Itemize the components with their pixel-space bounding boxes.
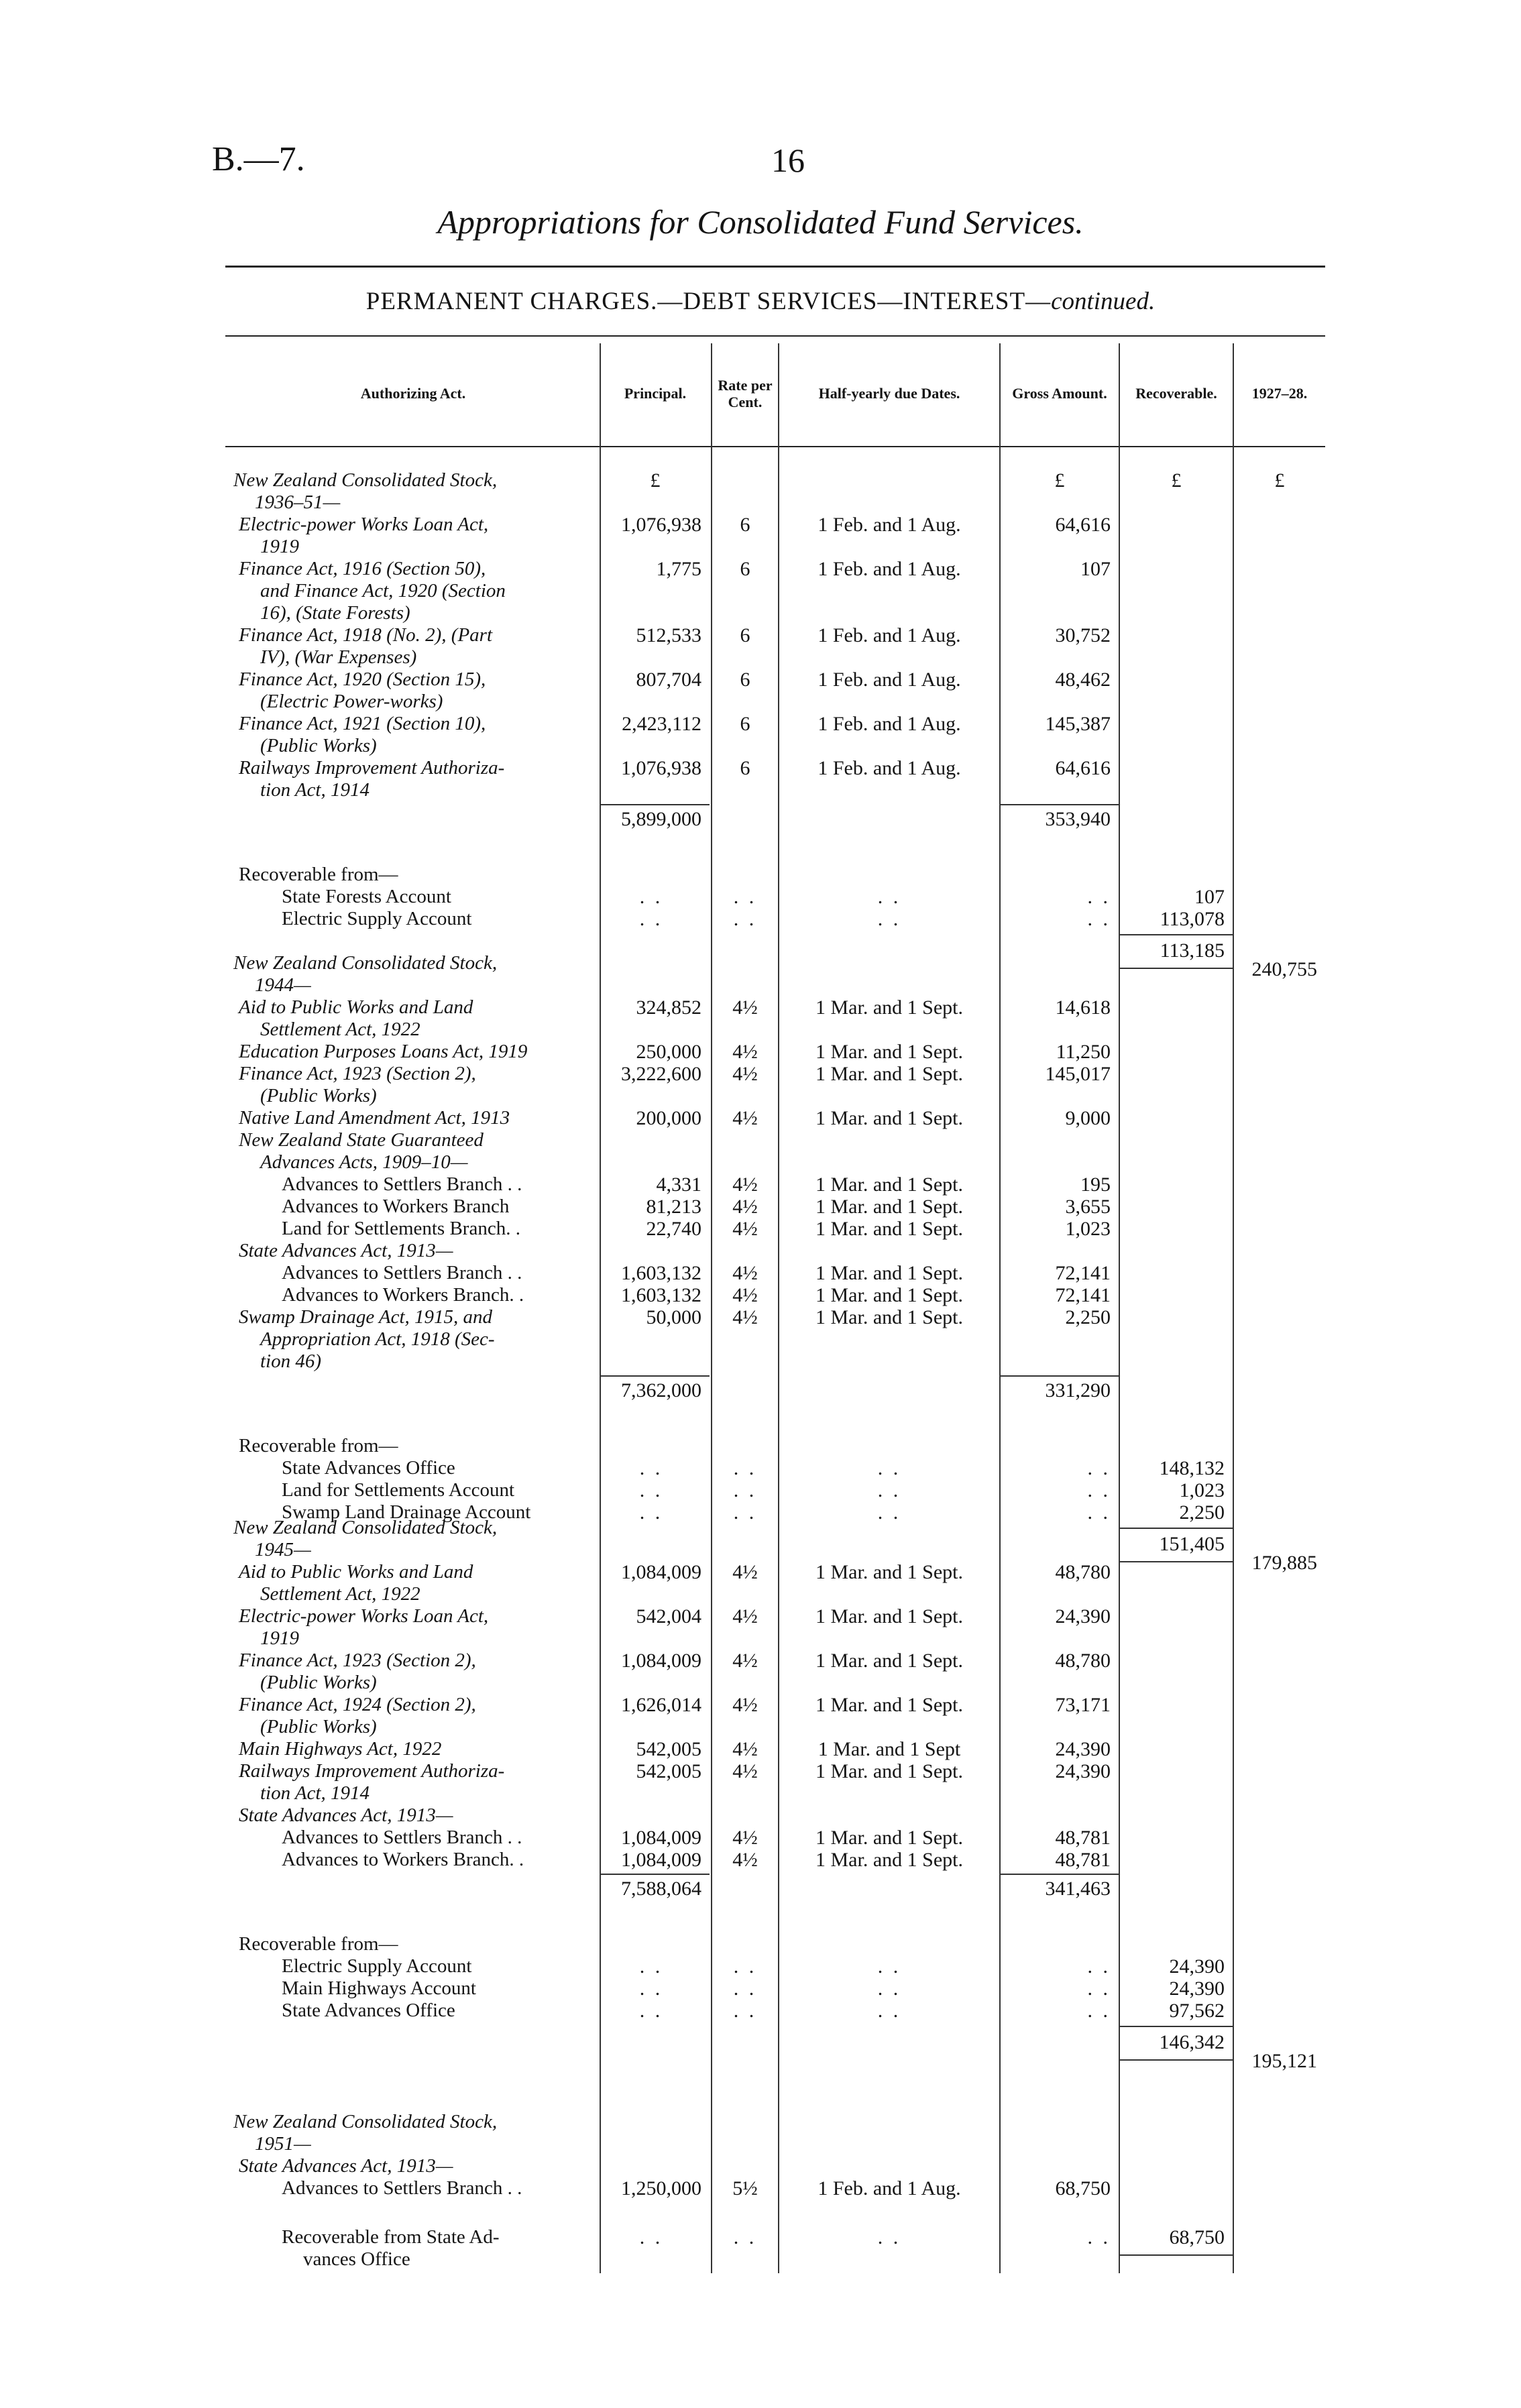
recoverable-total: 146,342 — [1159, 2031, 1225, 2053]
recoverable-total: 151,405 — [1159, 1533, 1225, 1555]
recoverable-amount: 68,750 — [1169, 2226, 1225, 2248]
gross-total: 331,290 — [1045, 1379, 1111, 1401]
rate-dots: . . — [733, 886, 757, 908]
due-dates-value: 1 Feb. and 1 Aug. — [818, 558, 961, 580]
section-heading: New Zealand Consolidated Stock, — [233, 1517, 498, 1538]
total-rule-principal — [601, 804, 710, 805]
rate-value: 6 — [740, 514, 750, 536]
gross-value: 145,017 — [1045, 1063, 1111, 1085]
due-dates-value: 1 Feb. and 1 Aug. — [818, 514, 961, 536]
recoverable-source: Swamp Land Drainage Account — [282, 1501, 531, 1523]
gross-value: 24,390 — [1055, 1760, 1111, 1782]
recoverable-source: vances Office — [303, 2248, 410, 2270]
recoverable-source: Electric Supply Account — [282, 1955, 472, 1977]
recoverable-label: Recoverable from— — [239, 864, 398, 885]
gross-dots: . . — [1087, 2226, 1111, 2248]
rate-value: 4½ — [732, 1173, 758, 1196]
authorizing-act: Main Highways Act, 1922 — [239, 1738, 442, 1760]
authorizing-act: New Zealand State Guaranteed — [239, 1129, 484, 1151]
gross-value: 48,781 — [1055, 1827, 1111, 1849]
principal-value: 1,076,938 — [621, 757, 701, 779]
authorizing-act: Swamp Drainage Act, 1915, and — [239, 1306, 493, 1328]
recoverable-amount: 148,132 — [1159, 1457, 1225, 1479]
net-charge: 195,121 — [1251, 2050, 1317, 2072]
table-header-bottom-rule — [225, 446, 1325, 447]
gross-value: 68,750 — [1055, 2177, 1111, 2199]
recoverable-amount: 24,390 — [1169, 1955, 1225, 1977]
total-rule-gross — [1001, 1874, 1119, 1875]
recoverable-source: Recoverable from State Ad- — [282, 2226, 500, 2248]
principal-value: 4,331 — [656, 1173, 701, 1196]
due-dates-value: 1 Mar. and 1 Sept. — [815, 1827, 963, 1849]
principal-value: 1,084,009 — [621, 1650, 701, 1672]
col-header-rate: Rate per Cent. — [718, 376, 773, 410]
authorizing-act: Advances Acts, 1909–10— — [260, 1151, 468, 1173]
due-dates-value: 1 Mar. and 1 Sept. — [815, 1196, 963, 1218]
due-dates-dots: . . — [877, 908, 901, 930]
principal-value: 1,076,938 — [621, 514, 701, 536]
due-dates-dots: . . — [877, 2000, 901, 2022]
principal-dots: . . — [639, 1977, 663, 2000]
principal-value: 200,000 — [636, 1107, 701, 1129]
due-dates-value: 1 Feb. and 1 Aug. — [818, 624, 961, 646]
principal-dots: . . — [639, 2226, 663, 2248]
authorizing-act: (Public Works) — [260, 1085, 377, 1106]
principal-value: 1,084,009 — [621, 1561, 701, 1583]
authorizing-act: Land for Settlements Branch. . — [282, 1218, 520, 1239]
due-dates-value: 1 Mar. and 1 Sept. — [815, 1041, 963, 1063]
authorizing-act: tion Act, 1914 — [260, 1782, 370, 1804]
col-header-principal: Principal. — [624, 385, 687, 402]
due-dates-value: 1 Mar. and 1 Sept. — [815, 1849, 963, 1871]
gross-value: 2,250 — [1065, 1306, 1111, 1328]
authorizing-act: IV), (War Expenses) — [260, 646, 417, 668]
authorizing-act: Advances to Workers Branch. . — [282, 1284, 524, 1306]
rate-dots: . . — [733, 1955, 757, 1977]
rate-value: 6 — [740, 624, 750, 646]
rate-value: 4½ — [732, 1849, 758, 1871]
currency-gross: £ — [1054, 469, 1065, 492]
recoverable-source: Land for Settlements Account — [282, 1479, 515, 1501]
due-dates-dots: . . — [877, 1501, 901, 1524]
due-dates-value: 1 Mar. and 1 Sept. — [815, 1694, 963, 1716]
principal-value: 1,603,132 — [621, 1262, 701, 1284]
col-header-year: 1927–28. — [1251, 385, 1308, 402]
due-dates-value: 1 Mar. and 1 Sept. — [815, 1605, 963, 1627]
gross-total: 353,940 — [1045, 808, 1111, 830]
principal-dots: . . — [639, 908, 663, 930]
rate-value: 6 — [740, 757, 750, 779]
authorizing-act: State Advances Act, 1913— — [239, 1804, 453, 1826]
section-heading: New Zealand Consolidated Stock, — [233, 469, 498, 491]
authorizing-act: Aid to Public Works and Land — [239, 996, 473, 1018]
due-dates-dots: . . — [877, 1457, 901, 1479]
recoverable-source: State Advances Office — [282, 2000, 455, 2021]
principal-dots: . . — [639, 1479, 663, 1501]
authorizing-act: Finance Act, 1923 (Section 2), — [239, 1063, 476, 1084]
authorizing-act: tion Act, 1914 — [260, 779, 370, 801]
authorizing-act: Finance Act, 1918 (No. 2), (Part — [239, 624, 493, 646]
gross-value: 48,780 — [1055, 1561, 1111, 1583]
gross-dots: . . — [1087, 1501, 1111, 1524]
rate-value: 4½ — [732, 1694, 758, 1716]
rate-value: 4½ — [732, 1262, 758, 1284]
due-dates-value: 1 Mar. and 1 Sept. — [815, 1284, 963, 1306]
gross-value: 3,655 — [1065, 1196, 1111, 1218]
net-charge: 240,755 — [1251, 958, 1317, 980]
total-rule-gross — [1001, 804, 1119, 805]
authorizing-act: State Advances Act, 1913— — [239, 1240, 453, 1261]
recoverable-amount: 1,023 — [1179, 1479, 1225, 1501]
recoverable-total: 113,185 — [1160, 939, 1225, 962]
net-rule — [1120, 1561, 1233, 1562]
rate-dots: . . — [733, 2226, 757, 2248]
authorizing-act: and Finance Act, 1920 (Section — [260, 580, 506, 601]
authorizing-act: Finance Act, 1924 (Section 2), — [239, 1694, 476, 1715]
gross-dots: . . — [1087, 886, 1111, 908]
rate-dots: . . — [733, 1457, 757, 1479]
series-code: B.—7. — [212, 140, 305, 178]
rate-value: 4½ — [732, 1107, 758, 1129]
gross-value: 48,462 — [1055, 669, 1111, 691]
recoverable-amount: 107 — [1194, 886, 1225, 908]
due-dates-value: 1 Mar. and 1 Sept. — [815, 1760, 963, 1782]
principal-value: 250,000 — [636, 1041, 701, 1063]
gross-value: 9,000 — [1065, 1107, 1111, 1129]
due-dates-value: 1 Feb. and 1 Aug. — [818, 2177, 961, 2199]
recoverable-source: Electric Supply Account — [282, 908, 472, 929]
due-dates-value: 1 Mar. and 1 Sept. — [815, 1306, 963, 1328]
principal-value: 542,005 — [636, 1738, 701, 1760]
principal-value: 22,740 — [646, 1218, 701, 1240]
rate-value: 4½ — [732, 1041, 758, 1063]
due-dates-dots: . . — [877, 1955, 901, 1977]
rate-dots: . . — [733, 1501, 757, 1524]
authorizing-act: Finance Act, 1920 (Section 15), — [239, 669, 486, 690]
principal-value: 324,852 — [636, 996, 701, 1019]
authorizing-act: Settlement Act, 1922 — [260, 1583, 420, 1605]
authorizing-act: Railways Improvement Authoriza- — [239, 757, 505, 779]
rate-value: 4½ — [732, 996, 758, 1019]
total-rule-principal — [601, 1375, 710, 1377]
rate-value: 4½ — [732, 1650, 758, 1672]
principal-value: 1,775 — [656, 558, 701, 580]
principal-value: 3,222,600 — [621, 1063, 701, 1085]
col-header-gross: Gross Amount. — [1012, 385, 1107, 402]
gross-value: 72,141 — [1055, 1262, 1111, 1284]
due-dates-value: 1 Mar. and 1 Sept. — [815, 996, 963, 1019]
due-dates-dots: . . — [877, 1479, 901, 1501]
gross-value: 72,141 — [1055, 1284, 1111, 1306]
gross-dots: . . — [1087, 1955, 1111, 1977]
principal-dots: . . — [639, 1501, 663, 1524]
col-header-due-dates: Half-yearly due Dates. — [818, 385, 960, 402]
authorizing-act: 1919 — [260, 536, 299, 557]
recoverable-total-rule — [1120, 1528, 1233, 1529]
authorizing-act: 16), (State Forests) — [260, 602, 410, 624]
principal-value: 542,005 — [636, 1760, 701, 1782]
gross-value: 145,387 — [1045, 713, 1111, 735]
due-dates-value: 1 Mar. and 1 Sept — [818, 1738, 961, 1760]
rate-value: 4½ — [732, 1218, 758, 1240]
rate-value: 4½ — [732, 1063, 758, 1085]
recoverable-amount: 113,078 — [1160, 908, 1225, 930]
authorizing-act: Finance Act, 1916 (Section 50), — [239, 558, 486, 579]
authorizing-act: (Public Works) — [260, 735, 377, 756]
recoverable-amount: 2,250 — [1179, 1501, 1225, 1524]
authorizing-act: Advances to Workers Branch — [282, 1196, 510, 1217]
currency-year: £ — [1274, 469, 1285, 492]
principal-total: 7,362,000 — [621, 1379, 701, 1401]
principal-value: 1,250,000 — [621, 2177, 701, 2199]
currency-principal: £ — [650, 469, 661, 492]
rate-value: 4½ — [732, 1738, 758, 1760]
gross-value: 64,616 — [1055, 757, 1111, 779]
recoverable-amount: 24,390 — [1169, 1977, 1225, 2000]
due-dates-value: 1 Mar. and 1 Sept. — [815, 1218, 963, 1240]
authorizing-act: Education Purposes Loans Act, 1919 — [239, 1041, 528, 1062]
section-heading: 1945— — [255, 1539, 311, 1560]
authorizing-act: (Public Works) — [260, 1716, 377, 1737]
rate-value: 4½ — [732, 1561, 758, 1583]
gross-dots: . . — [1087, 908, 1111, 930]
rate-value: 4½ — [732, 1284, 758, 1306]
authorizing-act: Advances to Settlers Branch . . — [282, 1173, 522, 1195]
authorizing-act: State Advances Act, 1913— — [239, 2155, 453, 2177]
section-heading: New Zealand Consolidated Stock, — [233, 2111, 498, 2132]
gross-value: 73,171 — [1055, 1694, 1111, 1716]
rate-value: 4½ — [732, 1760, 758, 1782]
authorizing-act: Railways Improvement Authoriza- — [239, 1760, 505, 1782]
principal-value: 512,533 — [636, 624, 701, 646]
net-rule — [1120, 2059, 1233, 2061]
authorizing-act: Advances to Settlers Branch . . — [282, 2177, 522, 2199]
rate-value: 5½ — [732, 2177, 758, 2199]
recoverable-label: Recoverable from— — [239, 1435, 398, 1456]
col-header-recoverable: Recoverable. — [1135, 385, 1217, 402]
section-heading: 1944— — [255, 974, 311, 996]
due-dates-value: 1 Mar. and 1 Sept. — [815, 1650, 963, 1672]
gross-value: 30,752 — [1055, 624, 1111, 646]
currency-recoverable: £ — [1171, 469, 1182, 492]
authorizing-act: (Public Works) — [260, 1672, 377, 1693]
principal-dots: . . — [639, 886, 663, 908]
principal-value: 2,423,112 — [622, 713, 701, 735]
principal-total: 5,899,000 — [621, 808, 701, 830]
gross-value: 24,390 — [1055, 1605, 1111, 1627]
authorizing-act: Aid to Public Works and Land — [239, 1561, 473, 1583]
authorizing-act: Settlement Act, 1922 — [260, 1019, 420, 1040]
rate-value: 4½ — [732, 1306, 758, 1328]
subtitle-continued: continued. — [1051, 288, 1156, 315]
due-dates-value: 1 Mar. and 1 Sept. — [815, 1107, 963, 1129]
recoverable-total-rule — [1120, 2254, 1233, 2256]
due-dates-dots: . . — [877, 1977, 901, 2000]
authorizing-act: Advances to Settlers Branch . . — [282, 1827, 522, 1848]
principal-value: 50,000 — [646, 1306, 701, 1328]
authorizing-act: Advances to Settlers Branch . . — [282, 1262, 522, 1283]
rate-value: 4½ — [732, 1605, 758, 1627]
authorizing-act: (Electric Power-works) — [260, 691, 443, 712]
rate-dots: . . — [733, 2000, 757, 2022]
principal-value: 1,084,009 — [621, 1849, 701, 1871]
recoverable-label: Recoverable from— — [239, 1933, 398, 1955]
gross-dots: . . — [1087, 1479, 1111, 1501]
authorizing-act: 1919 — [260, 1627, 299, 1649]
due-dates-value: 1 Feb. and 1 Aug. — [818, 713, 961, 735]
section-subtitle — [0, 287, 1521, 316]
gross-value: 48,781 — [1055, 1849, 1111, 1871]
total-rule-principal — [601, 1874, 710, 1875]
gross-value: 14,618 — [1055, 996, 1111, 1019]
gross-total: 341,463 — [1045, 1878, 1111, 1900]
gross-value: 64,616 — [1055, 514, 1111, 536]
rate-dots: . . — [733, 1479, 757, 1501]
recoverable-source: State Forests Account — [282, 886, 451, 907]
page-number: 16 — [771, 141, 805, 179]
due-dates-value: 1 Feb. and 1 Aug. — [818, 757, 961, 779]
principal-value: 1,626,014 — [621, 1694, 701, 1716]
rate-dots: . . — [733, 908, 757, 930]
authorizing-act: Native Land Amendment Act, 1913 — [239, 1107, 510, 1129]
authorizing-act: Electric-power Works Loan Act, — [239, 514, 489, 535]
authorizing-act: Electric-power Works Loan Act, — [239, 1605, 489, 1627]
due-dates-value: 1 Feb. and 1 Aug. — [818, 669, 961, 691]
due-dates-value: 1 Mar. and 1 Sept. — [815, 1561, 963, 1583]
gross-value: 107 — [1080, 558, 1111, 580]
page-title: Appropriations for Consolidated Fund Services. — [437, 203, 1084, 241]
rate-value: 6 — [740, 713, 750, 735]
subtitle-main: PERMANENT CHARGES.—DEBT SERVICES—INTEREST— — [365, 288, 1052, 315]
gross-dots: . . — [1087, 2000, 1111, 2022]
principal-dots: . . — [639, 2000, 663, 2022]
recoverable-total-rule — [1120, 2026, 1233, 2027]
due-dates-dots: . . — [877, 886, 901, 908]
authorizing-act: Appropriation Act, 1918 (Sec- — [260, 1328, 495, 1350]
authorizing-act: Finance Act, 1923 (Section 2), — [239, 1650, 476, 1671]
authorizing-act: tion 46) — [260, 1351, 322, 1372]
rate-value: 6 — [740, 669, 750, 691]
rate-value: 4½ — [732, 1196, 758, 1218]
recoverable-source: Main Highways Account — [282, 1977, 476, 1999]
principal-dots: . . — [639, 1457, 663, 1479]
rate-value: 6 — [740, 558, 750, 580]
principal-value: 81,213 — [646, 1196, 701, 1218]
gross-value: 11,250 — [1056, 1041, 1111, 1063]
principal-value: 1,084,009 — [621, 1827, 701, 1849]
recoverable-source: State Advances Office — [282, 1457, 455, 1479]
principal-value: 807,704 — [636, 669, 701, 691]
authorizing-act: Finance Act, 1921 (Section 10), — [239, 713, 486, 734]
principal-value: 542,004 — [636, 1605, 701, 1627]
section-heading: 1951— — [255, 2133, 311, 2155]
rate-dots: . . — [733, 1977, 757, 2000]
table-header-top-rule — [225, 335, 1325, 337]
total-rule-gross — [1001, 1375, 1119, 1377]
section-heading: 1936–51— — [255, 492, 341, 513]
gross-value: 195 — [1080, 1173, 1111, 1196]
due-dates-value: 1 Mar. and 1 Sept. — [815, 1173, 963, 1196]
title-rule — [225, 266, 1325, 268]
gross-value: 24,390 — [1055, 1738, 1111, 1760]
gross-value: 48,780 — [1055, 1650, 1111, 1672]
gross-dots: . . — [1087, 1977, 1111, 2000]
net-charge: 179,885 — [1251, 1552, 1317, 1574]
column-rule — [1233, 343, 1234, 2273]
principal-total: 7,588,064 — [621, 1878, 701, 1900]
gross-value: 1,023 — [1065, 1218, 1111, 1240]
recoverable-amount: 97,562 — [1169, 2000, 1225, 2022]
section-heading: New Zealand Consolidated Stock, — [233, 952, 498, 974]
recoverable-total-rule — [1120, 934, 1233, 935]
net-rule — [1120, 968, 1233, 969]
authorizing-act: Advances to Workers Branch. . — [282, 1849, 524, 1870]
rate-value: 4½ — [732, 1827, 758, 1849]
due-dates-dots: . . — [877, 2226, 901, 2248]
due-dates-value: 1 Mar. and 1 Sept. — [815, 1063, 963, 1085]
due-dates-value: 1 Mar. and 1 Sept. — [815, 1262, 963, 1284]
principal-dots: . . — [639, 1955, 663, 1977]
gross-dots: . . — [1087, 1457, 1111, 1479]
col-header-authorizing-act: Authorizing Act. — [360, 385, 466, 402]
principal-value: 1,603,132 — [621, 1284, 701, 1306]
